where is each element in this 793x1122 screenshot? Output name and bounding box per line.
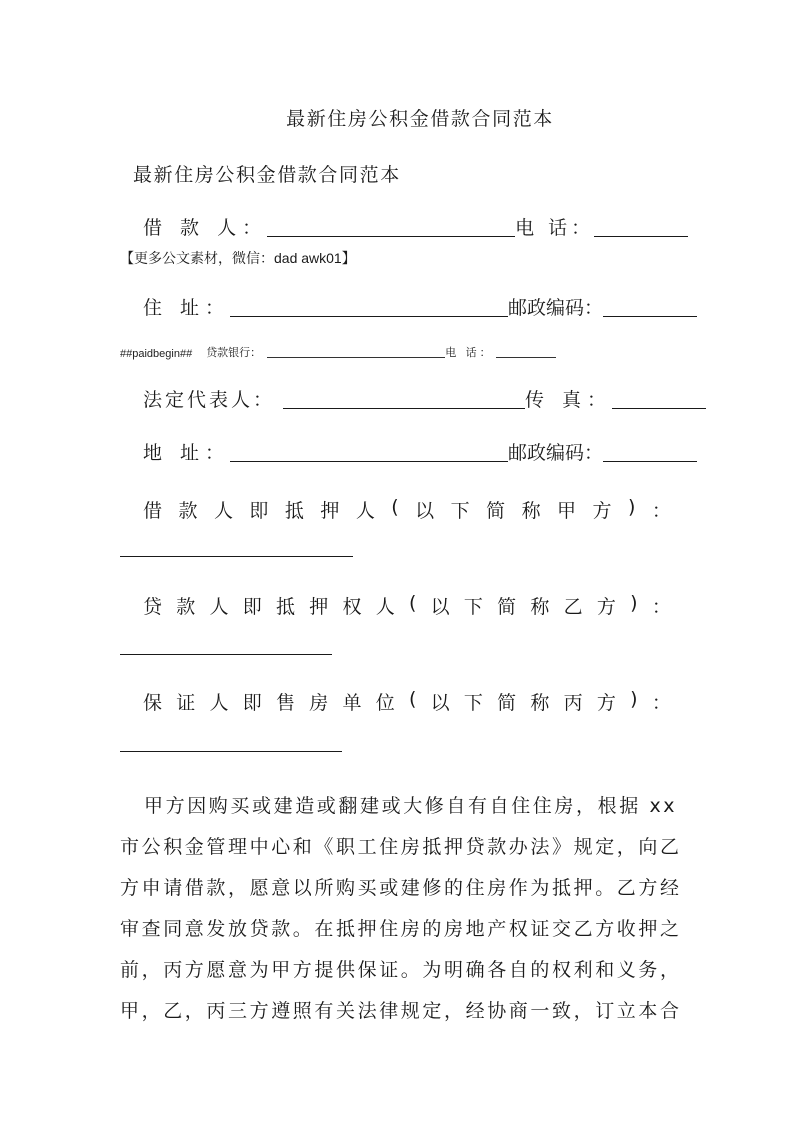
legal-rep-label: 法定代表人：: [143, 389, 276, 411]
char: 称: [530, 692, 550, 714]
lender-bank-label: 贷款银行：: [206, 346, 262, 359]
char: (: [409, 592, 417, 614]
char: 押: [309, 596, 329, 618]
char: 称: [521, 500, 541, 522]
char: 以: [415, 500, 435, 522]
char: 贷: [143, 596, 163, 618]
char: ): [630, 688, 638, 710]
party-a-label: [143, 496, 671, 523]
body-line: 方申请借款，愿意以所购买或建修的住房作为抵押。乙方经: [120, 877, 682, 899]
body-line: 甲，乙，丙三方遵照有关法律规定，经协商一致，订立本合: [120, 1000, 682, 1022]
char: 款: [176, 596, 196, 618]
legal-rep-row: [143, 388, 706, 414]
char: 位: [375, 692, 395, 714]
address-postcode-label: 邮政编码：: [508, 297, 604, 319]
char: 下: [450, 500, 470, 522]
char: ：: [651, 692, 671, 714]
char: 甲: [557, 500, 577, 522]
char: 即: [242, 596, 262, 618]
party-b-blank[interactable]: [120, 654, 332, 655]
borrower-blank[interactable]: [267, 216, 515, 237]
char: 下: [463, 596, 483, 618]
address-postcode-blank[interactable]: [603, 296, 697, 317]
char: 权: [342, 596, 362, 618]
document-subtitle: 最新住房公积金借款合同范本: [133, 164, 401, 186]
char: 人: [355, 500, 375, 522]
borrower-phone-label: 电 话：: [515, 217, 595, 239]
borrower-row: [143, 216, 688, 242]
char: 售: [276, 692, 296, 714]
borrower-label: 借 款 人：: [143, 217, 268, 239]
char: 丙: [563, 692, 583, 714]
char: 以: [430, 692, 450, 714]
address-label: 住 址：: [143, 297, 231, 319]
char: 单: [342, 692, 362, 714]
body-line: 审查同意发放贷款。在抵押住房的房地产权证交乙方收押之: [120, 918, 682, 940]
char: 证: [176, 692, 196, 714]
party-c-blank[interactable]: [120, 751, 342, 752]
legal-rep-blank[interactable]: [283, 388, 525, 409]
char: 以: [430, 596, 450, 618]
address-row: [143, 296, 697, 322]
char: 人: [209, 692, 229, 714]
party-b-label: [143, 592, 671, 619]
char: 人: [213, 500, 233, 522]
char: 保: [143, 692, 163, 714]
char: ): [627, 496, 636, 518]
char: (: [409, 688, 417, 710]
body-paragraph: [120, 786, 682, 1032]
char: 简: [497, 692, 517, 714]
char: 抵: [284, 500, 304, 522]
char: 押: [320, 500, 340, 522]
promo-note: 【更多公文素材，微信：dad awk01】: [120, 250, 356, 266]
char: 方: [592, 500, 612, 522]
char: ): [630, 592, 638, 614]
char: 借: [143, 500, 163, 522]
fax-blank[interactable]: [612, 388, 706, 409]
lender-bank-row: [120, 344, 556, 362]
body-line: 前，丙方愿意为甲方提供保证。为明确各自的权利和义务，: [120, 959, 682, 981]
body-line: 甲方因购买或建造或翻建或大修自有自住住房，根据 xx: [144, 795, 678, 817]
char: 乙: [563, 596, 583, 618]
address2-label: 地 址：: [143, 442, 231, 464]
char: 简: [497, 596, 517, 618]
char: 简: [486, 500, 506, 522]
fax-label: 传 真：: [525, 389, 613, 411]
char: ：: [651, 596, 671, 618]
char: ：: [651, 500, 671, 522]
char: 下: [463, 692, 483, 714]
char: 人: [375, 596, 395, 618]
char: 即: [242, 692, 262, 714]
char: 人: [209, 596, 229, 618]
char: 房: [309, 692, 329, 714]
party-c-label: [143, 688, 671, 715]
address2-row: [143, 441, 697, 467]
address2-postcode-blank[interactable]: [603, 441, 697, 462]
lender-phone-label: 电 话：: [445, 346, 494, 359]
body-line: 市公积金管理中心和《职工住房抵押贷款办法》规定，向乙: [120, 836, 682, 858]
char: 方: [596, 596, 616, 618]
char: 方: [596, 692, 616, 714]
address-blank[interactable]: [230, 296, 508, 317]
paid-marker: ##paidbegin##: [120, 348, 193, 360]
char: 即: [249, 500, 269, 522]
char: 抵: [276, 596, 296, 618]
lender-bank-blank[interactable]: [267, 344, 445, 358]
borrower-phone-blank[interactable]: [594, 216, 688, 237]
lender-phone-blank[interactable]: [496, 344, 556, 358]
address2-postcode-label: 邮政编码：: [508, 442, 604, 464]
char: (: [391, 496, 399, 518]
char: 款: [178, 500, 198, 522]
address2-blank[interactable]: [230, 441, 508, 462]
document-title: 最新住房公积金借款合同范本: [286, 108, 554, 130]
party-a-blank[interactable]: [120, 556, 353, 557]
char: 称: [530, 596, 550, 618]
